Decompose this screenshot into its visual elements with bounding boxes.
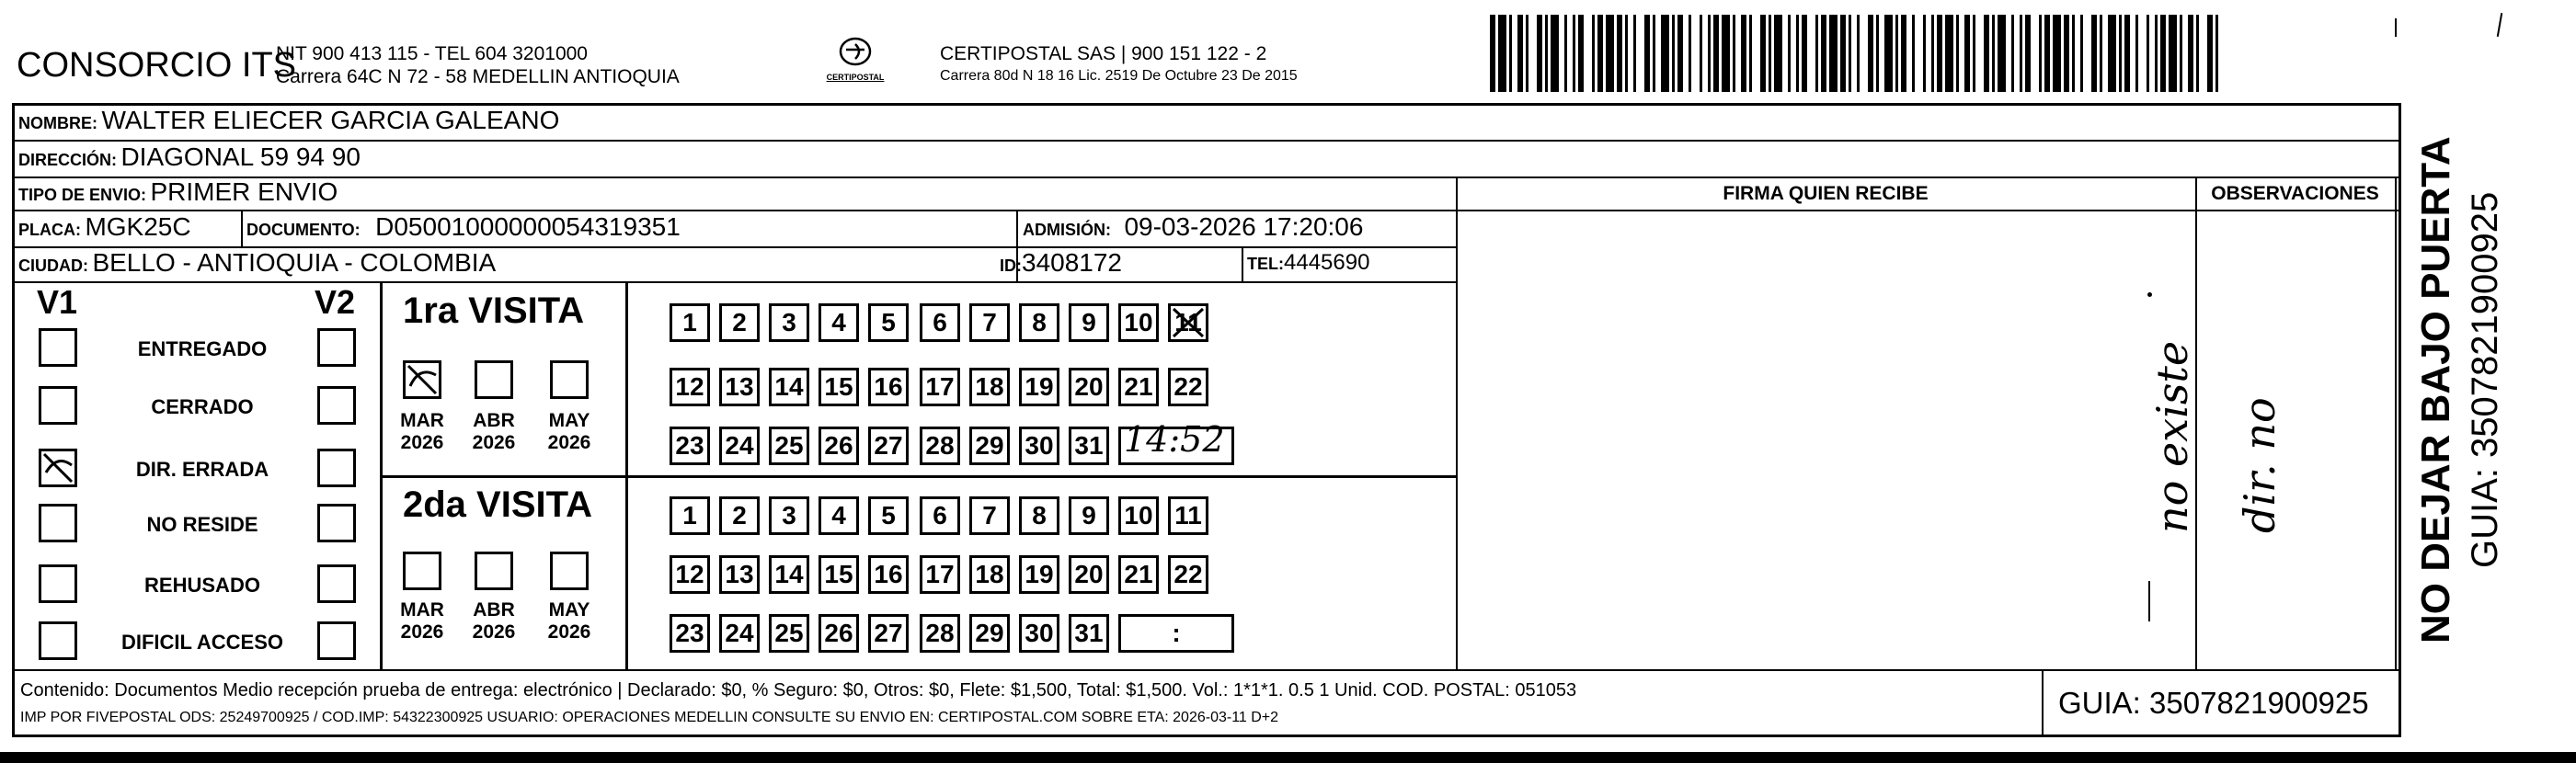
status-option-label: ENTREGADO [137, 337, 268, 360]
month-checkbox[interactable] [550, 360, 589, 399]
v1-check-mark [39, 449, 77, 492]
tipo-label: TIPO DE ENVIO: [18, 186, 147, 204]
day-box[interactable]: 17 [920, 555, 960, 594]
placa-field [18, 212, 191, 242]
month-label: MAR [400, 599, 444, 621]
placa-value: MGK25C [85, 212, 191, 241]
month-label: ABR [473, 599, 515, 621]
day-box[interactable]: 27 [868, 614, 909, 653]
placa-label: PLACA: [18, 221, 81, 239]
footer-contenido: Contenido: Documentos Medio recepción prueba de entrega: electrónico | Declarado: $0, % Seguro: $0, Otros: $0, Flete: $1,500, Total: $1,500. Vol.: 1*1*1. 0.5 1 Unid. COD. POSTAL: 051053 [20, 680, 1577, 700]
day-box[interactable]: 15 [819, 368, 859, 406]
visit-label: 1ra VISITA [403, 290, 585, 331]
year-label: 2026 [472, 621, 516, 643]
day-box[interactable]: 16 [868, 368, 909, 406]
status-option-label: REHUSADO [144, 574, 260, 597]
bottom-edge-bar [0, 752, 2576, 763]
day-box[interactable]: 13 [719, 555, 760, 594]
visit-label: 2da VISITA [403, 484, 592, 525]
day-box[interactable]: 21 [1118, 368, 1159, 406]
observaciones-handwriting-1: no existe [2147, 340, 2197, 533]
day-box[interactable]: 15 [819, 555, 859, 594]
day-box[interactable]: 16 [868, 555, 909, 594]
day-box[interactable]: 30 [1019, 427, 1059, 465]
day-box[interactable]: 10 [1118, 496, 1159, 535]
day-box[interactable]: 1 [670, 303, 710, 342]
day-box[interactable]: 26 [819, 614, 859, 653]
day-box[interactable]: 18 [969, 368, 1010, 406]
day-box[interactable]: 5 [868, 496, 909, 535]
side-guia: GUIA: 3507821900925 [2465, 191, 2505, 568]
day-box[interactable]: 31 [1069, 427, 1109, 465]
day-box[interactable]: 21 [1118, 555, 1159, 594]
company-name: CONSORCIO ITS [17, 46, 297, 85]
day-box[interactable]: 23 [670, 614, 710, 653]
admision-label: ADMISIÓN: [1023, 221, 1111, 239]
day-box[interactable]: 12 [670, 555, 710, 594]
ciudad-label: CIUDAD: [18, 256, 88, 275]
day-box[interactable]: 29 [969, 427, 1010, 465]
side-no-dejar: NO DEJAR BAJO PUERTA [2413, 136, 2458, 643]
day-box[interactable]: 20 [1069, 368, 1109, 406]
col-divider [1242, 246, 1243, 281]
nombre-row [18, 106, 559, 135]
day-box[interactable]: 6 [920, 303, 960, 342]
v2-checkbox[interactable] [317, 328, 356, 367]
day-box[interactable]: 4 [819, 303, 859, 342]
documento-label: DOCUMENTO: [246, 221, 361, 239]
day-box[interactable]: 5 [868, 303, 909, 342]
footer-guia: GUIA: 3507821900925 [2058, 686, 2369, 720]
day-box[interactable]: 22 [1168, 368, 1208, 406]
v1-label: V1 [37, 283, 78, 321]
day-box[interactable]: 29 [969, 614, 1010, 653]
day-box[interactable]: 2 [719, 496, 760, 535]
day-box[interactable]: 14 [769, 368, 809, 406]
day-box[interactable]: 17 [920, 368, 960, 406]
day-box[interactable]: 9 [1069, 496, 1109, 535]
day-box[interactable]: 23 [670, 427, 710, 465]
month-check-mark [403, 360, 441, 404]
tel-label: TEL: [1247, 255, 1284, 273]
day-box[interactable]: 25 [769, 614, 809, 653]
day-box[interactable]: 19 [1019, 368, 1059, 406]
company-address: Carrera 64C N 72 - 58 MEDELLIN ANTIOQUIA [276, 66, 680, 87]
v2-checkbox[interactable] [317, 621, 356, 660]
v2-label: V2 [315, 283, 356, 321]
col-divider [1456, 177, 1458, 669]
day-box[interactable]: 3 [769, 303, 809, 342]
row-divider [12, 281, 1456, 283]
row-divider [1456, 210, 2401, 211]
id-field [1000, 248, 1122, 278]
carrier-address: Carrera 80d N 18 16 Lic. 2519 De Octubre 23 De 2015 [940, 68, 1298, 84]
corner-mark [2497, 13, 2502, 37]
status-option-label: DIFICIL ACCESO [120, 631, 283, 654]
ciudad-value: BELLO - ANTIOQUIA - COLOMBIA [92, 248, 497, 277]
day-box[interactable]: 11 [1168, 496, 1208, 535]
day-box[interactable]: 9 [1069, 303, 1109, 342]
month-checkbox[interactable] [475, 360, 513, 399]
status-option-label: CERRADO [151, 395, 254, 418]
day-box[interactable]: 2 [719, 303, 760, 342]
time-handwritten: 14:52 [1124, 419, 1225, 460]
month-label: MAY [548, 410, 590, 431]
v1-checkbox[interactable] [39, 386, 77, 425]
v2-checkbox[interactable] [317, 564, 356, 603]
v2-checkbox[interactable] [317, 449, 356, 487]
id-value: 3408172 [1022, 248, 1123, 277]
logo-text: CERTIPOSTAL [826, 73, 885, 82]
day-box[interactable]: 10 [1118, 303, 1159, 342]
admision-field [1023, 212, 1363, 242]
day-box[interactable]: 27 [868, 427, 909, 465]
nombre-value: WALTER ELIECER GARCIA GALEANO [101, 106, 560, 134]
direccion-label: DIRECCIÓN: [18, 151, 117, 169]
day-box[interactable]: 14 [769, 555, 809, 594]
year-label: 2026 [400, 621, 444, 643]
day-box[interactable]: 12 [670, 368, 710, 406]
v1-checkbox[interactable] [39, 621, 77, 660]
certipostal-logo [809, 37, 901, 88]
day-box[interactable]: 24 [719, 427, 760, 465]
row-divider [12, 210, 1456, 211]
day-box[interactable]: 18 [969, 555, 1010, 594]
observaciones-header: OBSERVACIONES [2211, 183, 2379, 204]
day-box[interactable]: 31 [1069, 614, 1109, 653]
footer-imp: IMP POR FIVEPOSTAL ODS: 25249700925 / COD.IMP: 54322300925 USUARIO: OPERACIONES MEDELLIN CONSULTE SU ENVIO EN: CERTIPOSTAL.COM SOBRE ETA: 2026-03-11 D+2 [20, 710, 1279, 725]
day-box[interactable]: 7 [969, 496, 1010, 535]
month-checkbox[interactable] [550, 552, 589, 590]
v1-checkbox[interactable] [39, 328, 77, 367]
signature-mark [2147, 292, 2152, 297]
day-box[interactable]: 22 [1168, 555, 1208, 594]
ciudad-field [18, 248, 496, 278]
day-box[interactable]: 25 [769, 427, 809, 465]
day-check-mark [1168, 303, 1208, 347]
year-label: 2026 [472, 432, 516, 453]
day-box[interactable]: 20 [1069, 555, 1109, 594]
carrier-name: CERTIPOSTAL SAS | 900 151 122 - 2 [940, 43, 1267, 64]
barcode [1490, 9, 2226, 94]
time-box[interactable]: : [1118, 614, 1234, 653]
tel-field [1247, 250, 1369, 276]
day-box[interactable]: 28 [920, 427, 960, 465]
status-option-label: NO RESIDE [146, 513, 258, 536]
signature-mark [2148, 581, 2150, 621]
nombre-label: NOMBRE: [18, 114, 97, 132]
day-box[interactable]: 3 [769, 496, 809, 535]
day-box[interactable]: 19 [1019, 555, 1059, 594]
tel-value: 4445690 [1284, 250, 1370, 275]
month-label: MAY [548, 599, 590, 621]
status-option-label: DIR. ERRADA [135, 458, 269, 481]
year-label: 2026 [400, 432, 444, 453]
v2-checkbox[interactable] [317, 504, 356, 542]
company-nit: NIT 900 413 115 - TEL 604 3201000 [276, 43, 588, 64]
row-divider [12, 177, 2401, 178]
logo-emblem-icon [837, 37, 874, 68]
direccion-row [18, 142, 361, 172]
day-box[interactable]: 6 [920, 496, 960, 535]
row-divider [12, 140, 2401, 142]
year-label: 2026 [547, 432, 591, 453]
day-box[interactable]: 7 [969, 303, 1010, 342]
col-divider [241, 210, 243, 246]
month-label: MAR [400, 410, 444, 431]
direccion-value: DIAGONAL 59 94 90 [120, 142, 361, 171]
day-box[interactable]: 26 [819, 427, 859, 465]
day-box[interactable]: 8 [1019, 303, 1059, 342]
documento-field [246, 212, 681, 242]
col-divider [2395, 177, 2397, 669]
year-label: 2026 [547, 621, 591, 643]
month-label: ABR [473, 410, 515, 431]
month-checkbox[interactable] [475, 552, 513, 590]
observaciones-handwriting-2: dir. no [2235, 397, 2284, 533]
day-box[interactable]: 4 [819, 496, 859, 535]
admision-value: 09-03-2026 17:20:06 [1124, 212, 1364, 241]
day-box[interactable]: 11 [1168, 303, 1208, 342]
day-box[interactable]: 1 [670, 496, 710, 535]
day-box[interactable]: 30 [1019, 614, 1059, 653]
barcode-edge-mark [2395, 18, 2400, 37]
col-divider [2042, 669, 2044, 737]
day-box[interactable]: 13 [719, 368, 760, 406]
tipo-value: PRIMER ENVIO [150, 177, 338, 206]
month-checkbox[interactable] [403, 552, 441, 590]
day-box[interactable]: 8 [1019, 496, 1059, 535]
day-box[interactable]: 24 [719, 614, 760, 653]
v2-checkbox[interactable] [317, 386, 356, 425]
row-divider [380, 475, 1456, 478]
v1-checkbox[interactable] [39, 504, 77, 542]
v1-checkbox[interactable] [39, 564, 77, 603]
firma-header: FIRMA QUIEN RECIBE [1723, 183, 1929, 204]
id-label: ID: [1000, 256, 1022, 275]
documento-value: D05001000000054319351 [375, 212, 681, 241]
tipo-row [18, 177, 338, 207]
day-box[interactable]: 28 [920, 614, 960, 653]
